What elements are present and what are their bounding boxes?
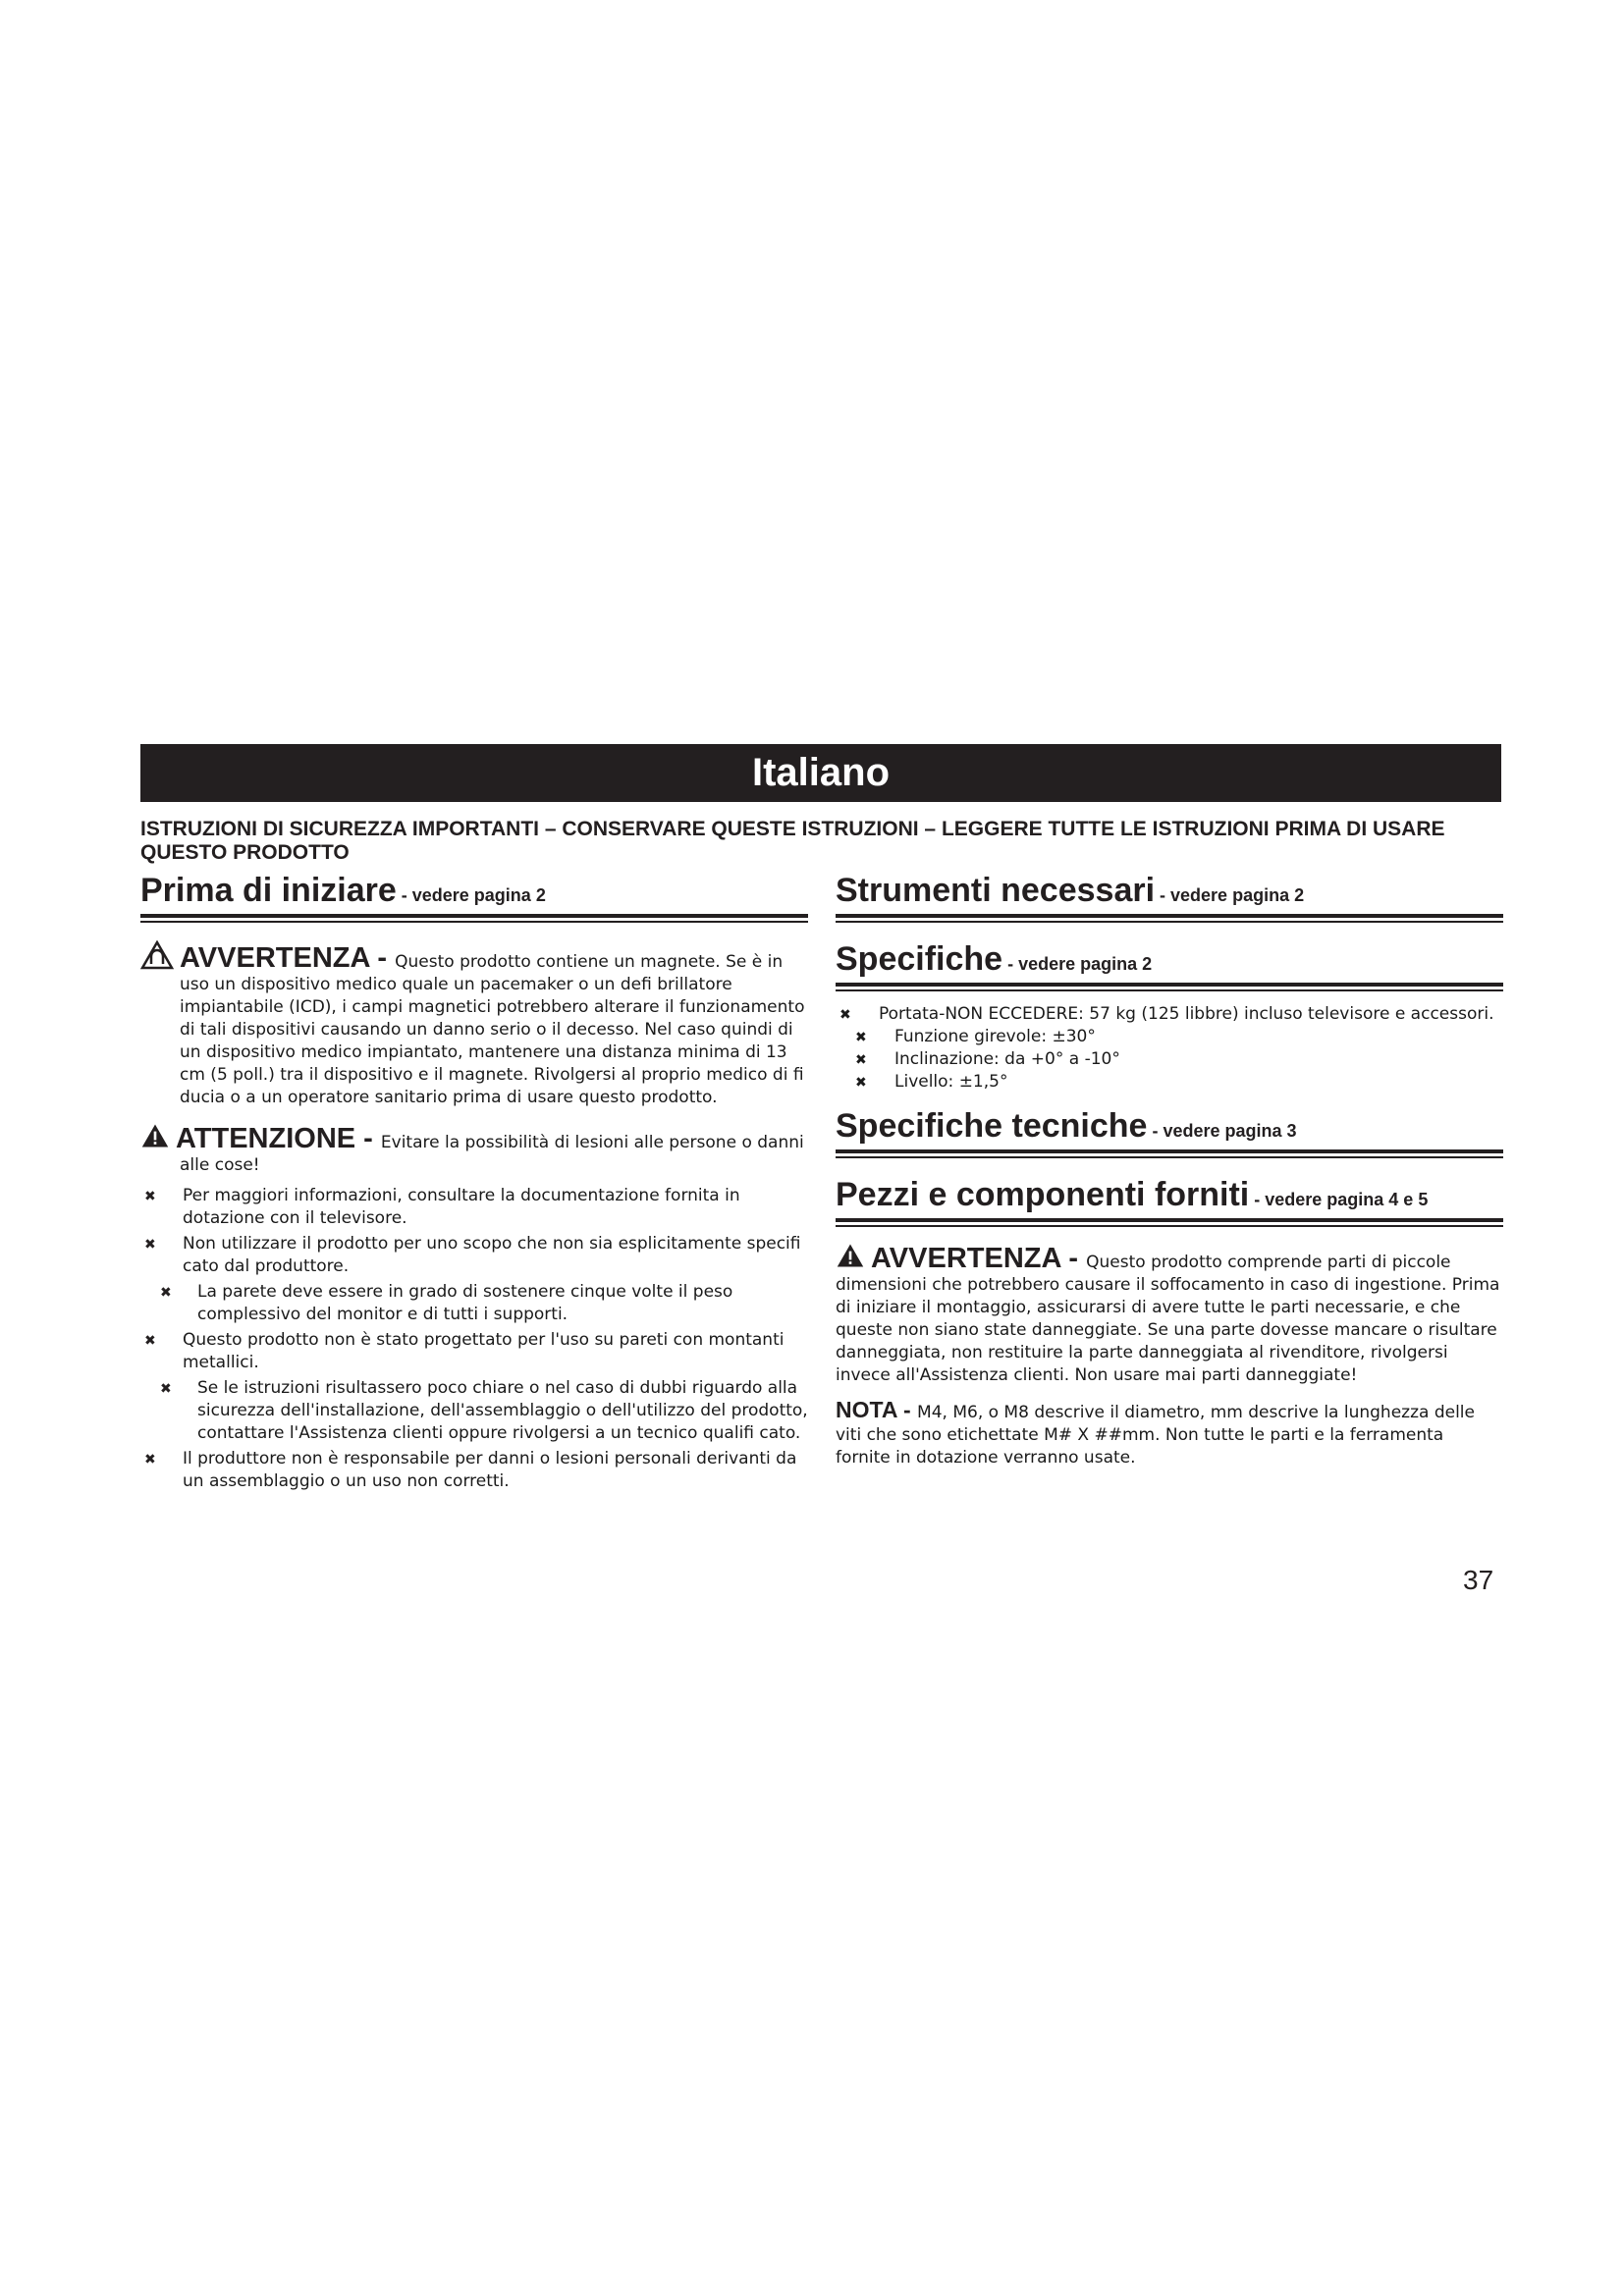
section-parts [836,1176,1503,1220]
list-item-text: Funzione girevole: ±30° [894,1027,1096,1046]
list-item [140,1377,808,1445]
banner-title: Italiano [751,751,891,794]
bullet-icon: ✖ [144,1237,156,1253]
bullet-icon: ✖ [855,1052,867,1068]
warning-label: AVVERTENZA - [180,942,396,974]
section-ref: - vedere pagina 2 [1002,954,1153,974]
list-item [836,1048,1503,1071]
section-title: Specifiche tecniche [836,1107,1148,1145]
list-item [140,1329,808,1374]
list-item-text: Livello: ±1,5° [894,1072,1008,1092]
section-title: Pezzi e componenti forniti [836,1176,1250,1213]
bullet-icon: ✖ [144,1189,156,1204]
note-label: NOTA - [836,1397,918,1422]
list-item [836,1071,1503,1094]
section-before-start [140,872,808,916]
warning-label: AVVERTENZA - [871,1243,1087,1274]
note-block [836,1399,1503,1469]
bullet-icon: ✖ [839,1007,851,1023]
list-item [140,1448,808,1493]
warning-triangle-icon [836,1241,865,1270]
caution-label: ATTENZIONE - [176,1123,381,1154]
bullet-icon: ✖ [160,1285,172,1301]
section-title: Strumenti necessari [836,872,1156,909]
section-title: Specifiche [836,940,1003,978]
section-ref: - vedere pagina 2 [396,885,546,905]
list-item [140,1185,808,1230]
section-ref: - vedere pagina 2 [1155,885,1305,905]
section-title: Prima di iniziare [140,872,397,909]
parts-warning [836,1241,1503,1387]
safety-bullet-list [140,1185,808,1493]
list-item [836,1003,1503,1026]
section-tools [836,872,1503,916]
page-number: 37 [1463,1565,1494,1595]
warning-text: Questo prodotto contiene un magnete. Se è in uso un dispositivo medico quale un pacemaker o un defi brillatore impiantabile (ICD), i campi magnetici potrebbero alterare il funzionamento di tali dispositivi causando un danno serio o il decesso. Nel caso quindi di un dispositivo medico impiantato, mantenere una distanza minima di 13 cm (5 poll.) tra il dispositivo e il magnete. Rivolgersi al proprio medico di fi ducia o a un operatore sanitario prima di usare questo prodotto. [180,952,805,1107]
bullet-icon: ✖ [144,1452,156,1468]
section-ref: - vedere pagina 4 e 5 [1249,1190,1429,1209]
caution-text: Evitare la possibilità di lesioni alle persone o danni alle cose! [180,1133,804,1175]
list-item-text: Per maggiori informazioni, consultare la documentazione fornita in dotazione con il televisore. [183,1186,740,1228]
safety-intro: ISTRUZIONI DI SICUREZZA IMPORTANTI – CONSERVARE QUESTE ISTRUZIONI – LEGGERE TUTTE LE ISTRUZIONI PRIMA DI USARE QUESTO PRODOTTO [140,818,1445,864]
spec-list [836,1003,1503,1094]
list-item-text: Non utilizzare il prodotto per uno scopo che non sia esplicitamente specifi cato dal produttore. [183,1234,801,1276]
list-item-text: Inclinazione: da +0° a -10° [894,1049,1120,1069]
bullet-icon: ✖ [144,1333,156,1349]
magnet-warning [140,940,808,1109]
bullet-icon: ✖ [855,1075,867,1091]
list-item [140,1281,808,1326]
list-item-text: Questo prodotto non è stato progettato per l'uso su pareti con montanti metallici. [183,1330,785,1372]
section-specs [836,940,1503,985]
right-column [836,872,1503,1469]
language-banner [140,744,1501,802]
section-tech-specs [836,1107,1503,1151]
list-item [140,1233,808,1278]
left-column [140,872,808,1496]
warning-text: Questo prodotto comprende parti di piccole dimensioni che potrebbero causare il soffocamento in caso di ingestione. Prima di iniziare il montaggio, assicurarsi di avere tutte le parti necessarie, e che queste non siano state danneggiate. Se una parte dovesse mancare o risultare danneggiata, non restituire la parte danneggiata al rivenditore, rivolgersi invece all'Assistenza clienti. Non usare mai parti danneggiate! [836,1253,1500,1385]
bullet-icon: ✖ [855,1030,867,1045]
list-item-text: Il produttore non è responsabile per danni o lesioni personali derivanti da un assemblaggio o un uso non corretti. [183,1449,797,1491]
list-item-text: Se le istruzioni risultassero poco chiare o nel caso di dubbi riguardo alla sicurezza dell'installazione, dell'assemblaggio o dell'utilizzo del prodotto, contattare l'Assistenza clienti oppure rivolgersi a un tecnico qualifi cato. [197,1378,808,1443]
list-item-text: Portata-NON ECCEDERE: 57 kg (125 libbre) incluso televisore e accessori. [879,1004,1494,1024]
list-item-text: La parete deve essere in grado di sostenere cinque volte il peso complessivo del monitor e di tutti i supporti. [197,1282,733,1324]
bullet-icon: ✖ [160,1381,172,1397]
section-ref: - vedere pagina 3 [1147,1121,1297,1141]
caution-block [140,1121,808,1177]
magnet-warning-icon [140,940,174,970]
warning-triangle-icon [140,1121,170,1150]
note-text: M4, M6, o M8 descrive il diametro, mm descrive la lunghezza delle viti che sono etichettate M# X ##mm. Non tutte le parti e la ferramenta fornite in dotazione verranno usate. [836,1403,1475,1468]
list-item [836,1026,1503,1048]
